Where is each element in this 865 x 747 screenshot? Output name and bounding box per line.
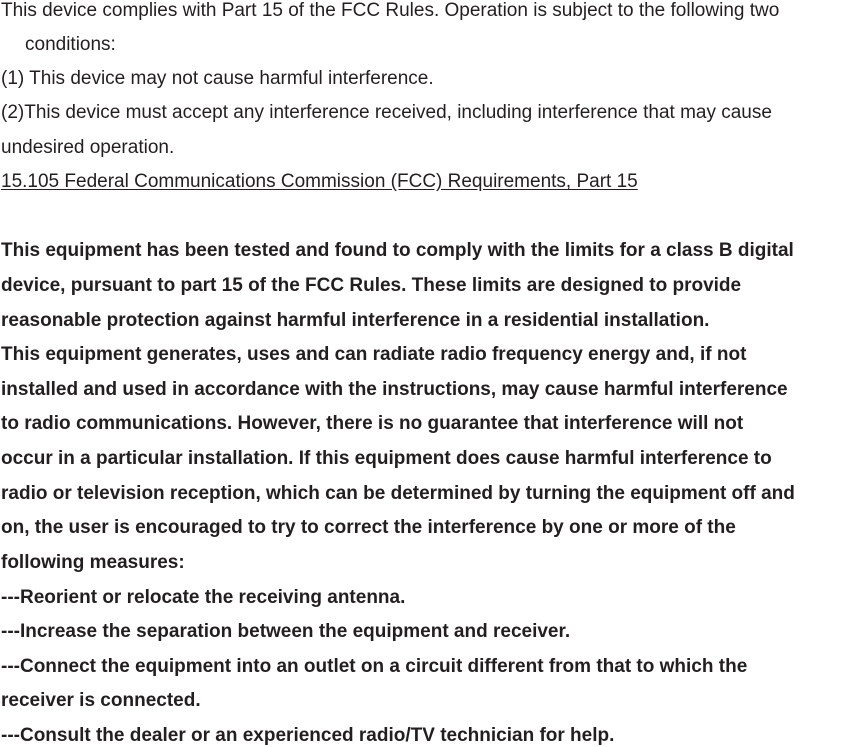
measure-connect-outlet-line-2: receiver is connected. — [1, 690, 201, 711]
class-b-line-7: occur in a particular installation. If this equipment does cause harmful interference to — [1, 448, 772, 469]
section-heading: 15.105 Federal Communications Commission (FCC) Requirements, Part 15 — [1, 171, 638, 192]
class-b-line-1: This equipment has been tested and found to comply with the limits for a class B digital — [1, 240, 794, 261]
class-b-line-6: to radio communications. However, there is no guarantee that interference will not — [1, 413, 744, 434]
condition-2-line-1: (2)This device must accept any interference received, including interference that may cause — [1, 102, 772, 123]
class-b-line-3: reasonable protection against harmful interference in a residential installation. — [1, 310, 710, 331]
condition-2-line-2: undesired operation. — [1, 137, 175, 158]
class-b-line-5: installed and used in accordance with the instructions, may cause harmful interference — [1, 379, 788, 400]
measure-connect-outlet-line-1: ---Connect the equipment into an outlet on a circuit different from that to which the — [1, 656, 748, 677]
condition-1: (1) This device may not cause harmful interference. — [1, 68, 434, 89]
class-b-line-2: device, pursuant to part 15 of the FCC Rules. These limits are designed to provide — [1, 275, 742, 296]
fcc-intro-line-1: This device complies with Part 15 of the FCC Rules. Operation is subject to the following two — [1, 0, 780, 21]
class-b-line-8: radio or television reception, which can be determined by turning the equipment off and — [1, 483, 795, 504]
class-b-line-10: following measures: — [1, 552, 185, 573]
measure-consult-dealer: ---Consult the dealer or an experienced radio/TV technician for help. — [1, 725, 615, 746]
measure-reorient: ---Reorient or relocate the receiving antenna. — [1, 587, 406, 608]
measure-increase-separation: ---Increase the separation between the equipment and receiver. — [1, 621, 571, 642]
class-b-line-4: This equipment generates, uses and can radiate radio frequency energy and, if not — [1, 344, 747, 365]
class-b-line-9: on, the user is encouraged to try to correct the interference by one or more of the — [1, 517, 736, 538]
fcc-intro-line-2: conditions: — [25, 34, 116, 55]
